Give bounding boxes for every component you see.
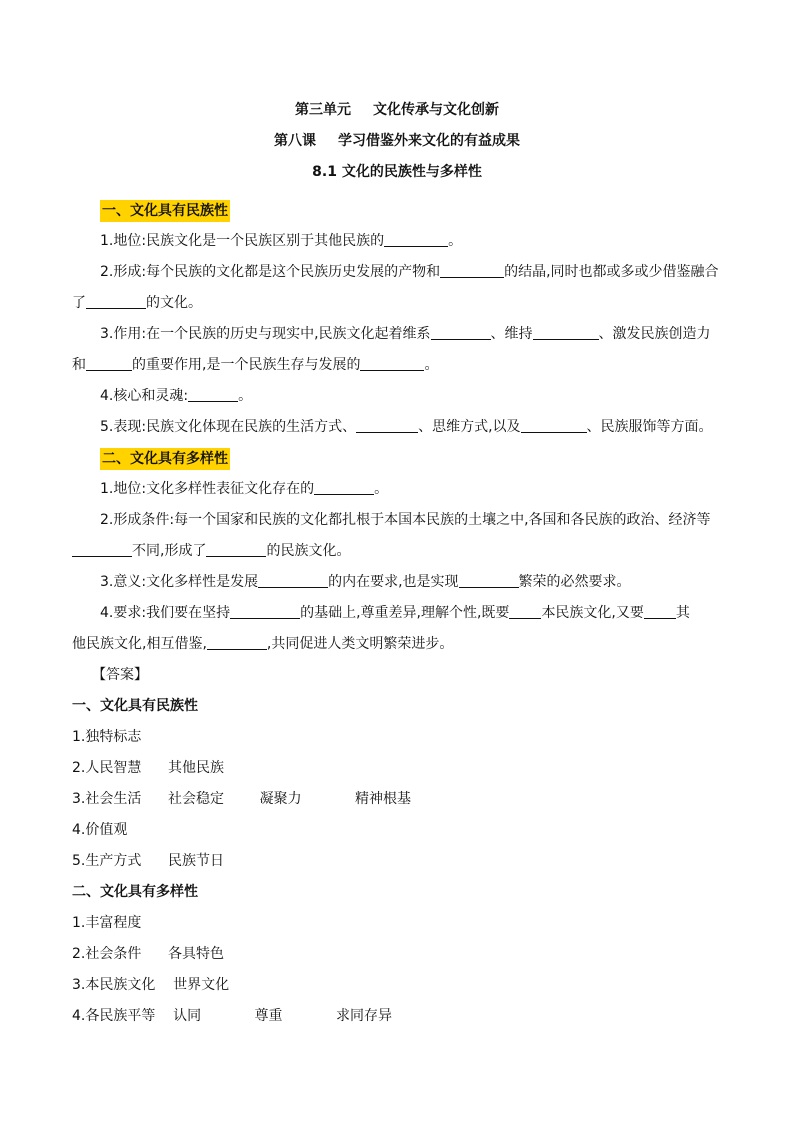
p2-q4: 4.要求:我们要在坚持 的基础上,尊重差异,理解个性,既要 本民族文化,又要 其 [100, 605, 690, 621]
answer-line: 1.独特标志 [72, 729, 142, 745]
answer-line: 2.社会条件 各具特色 [72, 946, 225, 962]
p2-q3: 3.意义:文化多样性是发展 的内在要求,也是实现 繁荣的必然要求。 [100, 574, 631, 590]
fill-blank[interactable] [509, 604, 541, 619]
p2-q4-cont: 他民族文化,相互借鉴, ,共同促进人类文明繁荣进步。 [72, 636, 454, 652]
fill-blank[interactable] [431, 325, 491, 340]
answer-line: 3.社会生活 社会稳定 凝聚力 精神根基 [72, 791, 412, 807]
fill-blank[interactable] [533, 325, 599, 340]
fill-blank[interactable] [314, 480, 374, 495]
p1-q4: 4.核心和灵魂: 。 [100, 388, 253, 404]
p2-q2-cont: 不同,形成了 的民族文化。 [72, 536, 722, 567]
answer-line: 4.价值观 [72, 822, 128, 838]
p1-q3: 3.作用:在一个民族的历史与现实中,民族文化起着维系 、维持 、激发民族创造力 [100, 326, 711, 342]
fill-blank[interactable] [356, 418, 418, 433]
fill-blank[interactable] [440, 263, 504, 278]
answer-label: 【答案】 [92, 667, 148, 683]
answer-line: 3.本民族文化 世界文化 [72, 977, 230, 993]
answer-part2-heading: 二、文化具有多样性 [72, 884, 198, 900]
part2-heading: 二、文化具有多样性 [100, 448, 230, 470]
fill-blank[interactable] [86, 294, 146, 309]
section-title: 8.1 文化的民族性与多样性 [312, 164, 482, 180]
fill-blank[interactable] [207, 635, 267, 650]
answer-line: 2.人民智慧 其他民族 [72, 760, 225, 776]
answer-line: 5.生产方式 民族节日 [72, 853, 225, 869]
p2-q1: 1.地位:文化多样性表征文化存在的 。 [100, 481, 389, 497]
worksheet-body [72, 195, 722, 1032]
lesson-name: 学习借鉴外来文化的有益成果 [338, 133, 520, 149]
answer-part1-heading: 一、文化具有民族性 [72, 698, 198, 714]
fill-blank[interactable] [459, 573, 519, 588]
p2-q2: 2.形成条件:每一个国家和民族的文化都扎根于本国本民族的土壤之中,各国和各民族的政治、经济等 [100, 512, 711, 528]
part1-heading: 一、文化具有民族性 [100, 200, 230, 222]
lesson-label: 第八课 [274, 133, 316, 149]
p1-q2-cont: 了 的文化。 [72, 295, 202, 311]
fill-blank[interactable] [384, 232, 448, 247]
answer-line: 4.各民族平等 认同 尊重 求同存异 [72, 1008, 392, 1024]
fill-blank[interactable] [644, 604, 676, 619]
title-block [0, 100, 794, 193]
fill-blank[interactable] [72, 542, 132, 557]
p1-q1: 1.地位:民族文化是一个民族区别于其他民族的 。 [100, 233, 463, 249]
p1-q3-cont: 和 的重要作用,是一个民族生存与发展的 。 [72, 357, 439, 373]
fill-blank[interactable] [521, 418, 587, 433]
p1-q2: 2.形成:每个民族的文化都是这个民族历史发展的产物和 的结晶,同时也都或多或少借鉴融合 [100, 264, 719, 280]
answer-line: 1.丰富程度 [72, 915, 142, 931]
unit-name: 文化传承与文化创新 [373, 102, 499, 118]
lesson-title [0, 131, 794, 162]
fill-blank[interactable] [258, 573, 328, 588]
fill-blank[interactable] [230, 604, 300, 619]
unit-label: 第三单元 [295, 102, 351, 118]
fill-blank[interactable] [188, 387, 238, 402]
p1-q5: 5.表现:民族文化体现在民族的生活方式、 、思维方式,以及 、民族服饰等方面。 [100, 419, 713, 435]
fill-blank[interactable] [86, 356, 132, 371]
fill-blank[interactable] [206, 542, 266, 557]
unit-title [0, 100, 794, 131]
fill-blank[interactable] [360, 356, 424, 371]
